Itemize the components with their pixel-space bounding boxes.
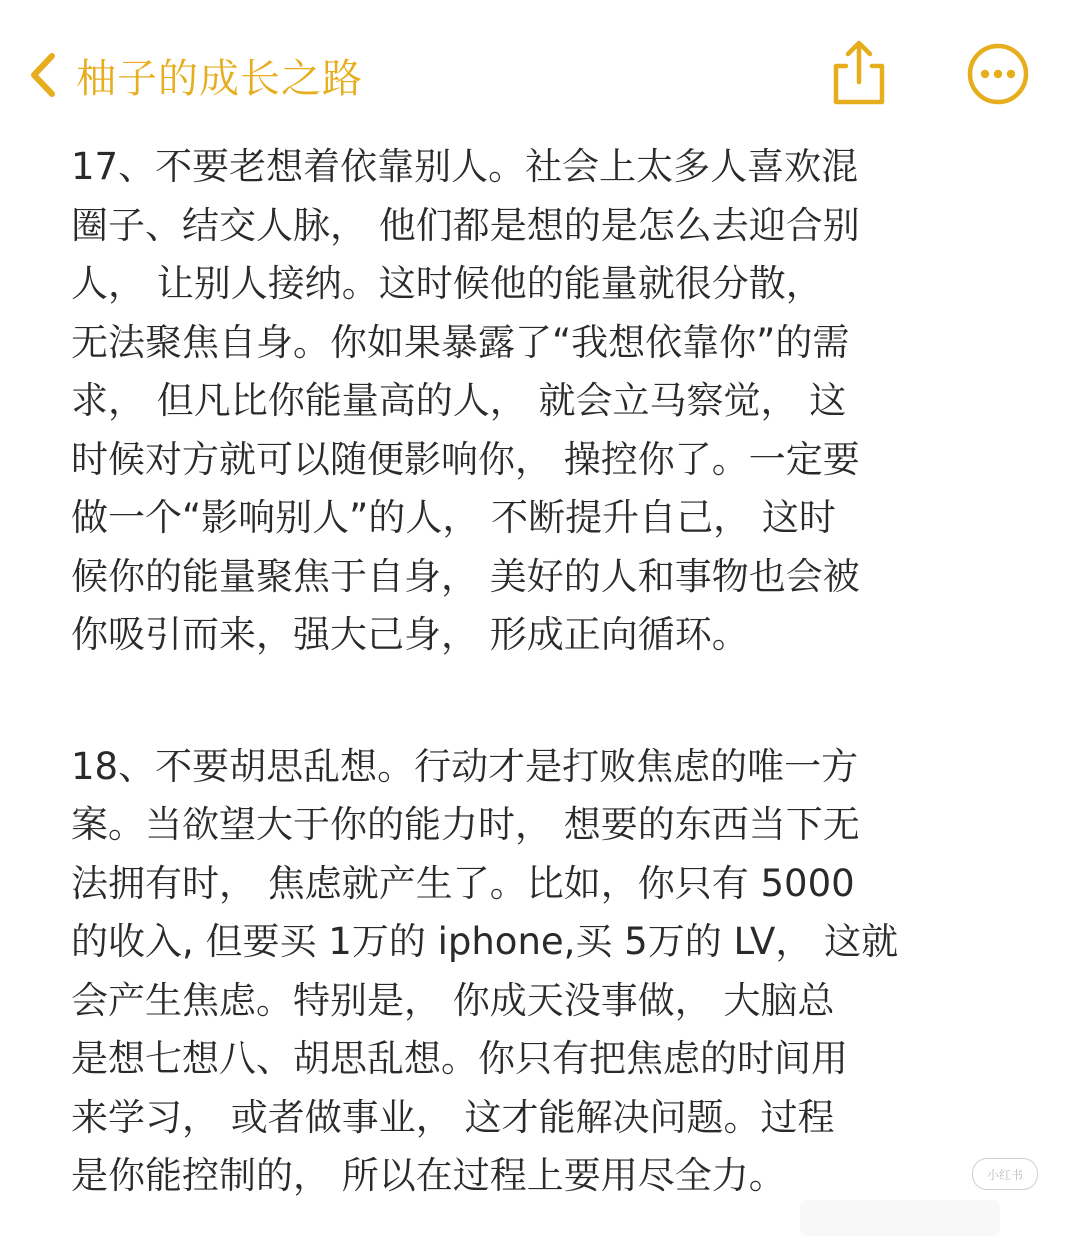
note-line: 法拥有时， 焦虑就产生了。比如，你只有 5000 [71,861,855,905]
note-line: 圈子、结交人脉， 他们都是想的是怎么去迎合别 [71,203,860,247]
back-button[interactable] [28,40,363,110]
note-body[interactable] [71,138,1006,1206]
note-line: 17、不要老想着依靠别人。社会上太多人喜欢混 [71,145,859,188]
note-line: 做一个“影响别人”的人， 不断提升自己， 这时 [71,496,836,539]
note-line: 候你的能量聚焦于自身， 美好的人和事物也会被 [71,554,860,598]
note-line: 来学习， 或者做事业， 这才能解决问题。过程 [71,1095,835,1139]
note-line: 的收入, 但要买 1万的 iphone,买 5万的 LV， 这就 [71,920,899,963]
more-options-button[interactable] [966,42,1030,106]
note-paragraph-18 [71,738,1006,1206]
note-line: 无法聚焦自身。你如果暴露了“我想依靠你”的需 [71,320,850,364]
back-button-label: 柚子的成长之路 [76,55,363,102]
note-line: 时候对方就可以随便影响你， 操控你了。一定要 [71,437,860,481]
note-paragraph-17 [71,138,1006,665]
note-line: 18、不要胡思乱想。行动才是打败焦虑的唯一方 [71,744,859,788]
note-line: 求， 但凡比你能量高的人， 就会立马察觉， 这 [71,379,847,422]
share-button[interactable] [826,38,892,108]
note-line: 会产生焦虑。特别是， 你成天没事做， 大脑总 [71,978,835,1022]
watermark-logo: 小红书 [972,1158,1038,1190]
note-line: 是想七想八、胡思乱想。你只有把焦虑的时间用 [71,1037,848,1080]
note-line: 你吸引而来，强大己身， 形成正向循环。 [71,613,749,656]
chevron-left-icon [28,51,58,99]
more-icon [966,42,1030,106]
note-line: 案。当欲望大于你的能力时， 想要的东西当下无 [71,803,860,846]
nav-bar [0,0,1080,130]
note-line: 人， 让别人接纳。这时候他的能量就很分散， [71,262,823,305]
watermark-overlay [800,1200,1000,1236]
share-icon [826,38,892,108]
note-line: 是你能控制的， 所以在过程上要用尽全力。 [71,1154,786,1197]
